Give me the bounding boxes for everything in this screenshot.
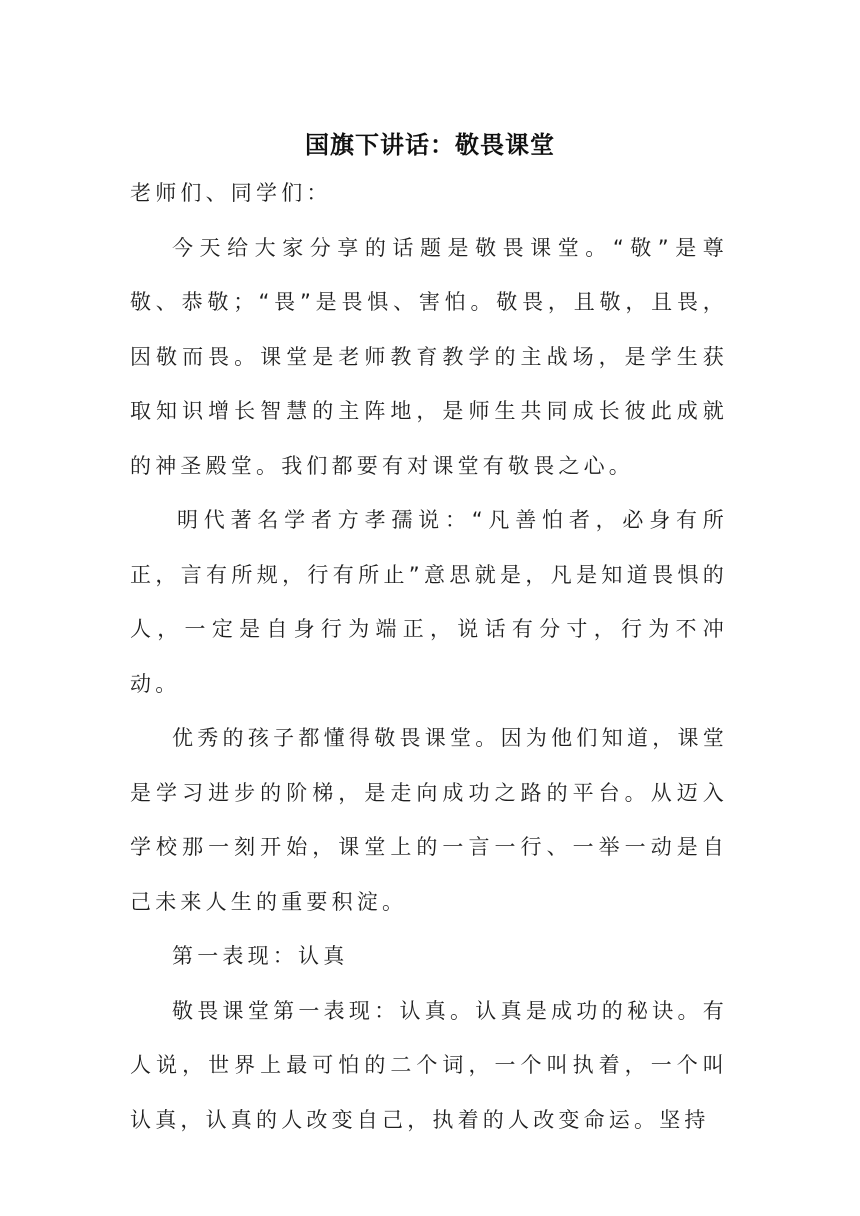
paragraph-quote: 明代著名学者方孝孺说：“凡善怕者，必身有所正，言有所规，行有所止”意思就是，凡是知道畏惧的人，一定是自身行为端正，说话有分寸，行为不冲动。 <box>130 508 728 696</box>
paragraph-excellent-students: 优秀的孩子都懂得敬畏课堂。因为他们知道，课堂是学习进步的阶梯，是走向成功之路的平台。从迈入学校那一刻开始，课堂上的一言一行、一举一动是自己未来人生的重要积淀。 <box>130 726 728 914</box>
speech-body <box>130 166 728 1147</box>
page-title: 国旗下讲话：敬畏课堂 <box>305 131 555 160</box>
section-heading-first: 第一表现：认真 <box>172 944 349 968</box>
salutation: 老师们、同学们： <box>130 181 332 205</box>
paragraph-first-performance: 敬畏课堂第一表现：认真。认真是成功的秘诀。有人说，世界上最可怕的二个词，一个叫执着，一个叫认真，认真的人改变自己，执着的人改变命运。坚持 <box>130 998 728 1132</box>
paragraph-intro: 今天给大家分享的话题是敬畏课堂。“敬”是尊敬、恭敬；“畏”是畏惧、害怕。敬畏，且敬，且畏，因敬而畏。课堂是老师教育教学的主战场，是学生获取知识增长智慧的主阵地，是师生共同成长彼此成就的神圣殿堂。我们都要有对课堂有敬畏之心。 <box>130 235 728 478</box>
